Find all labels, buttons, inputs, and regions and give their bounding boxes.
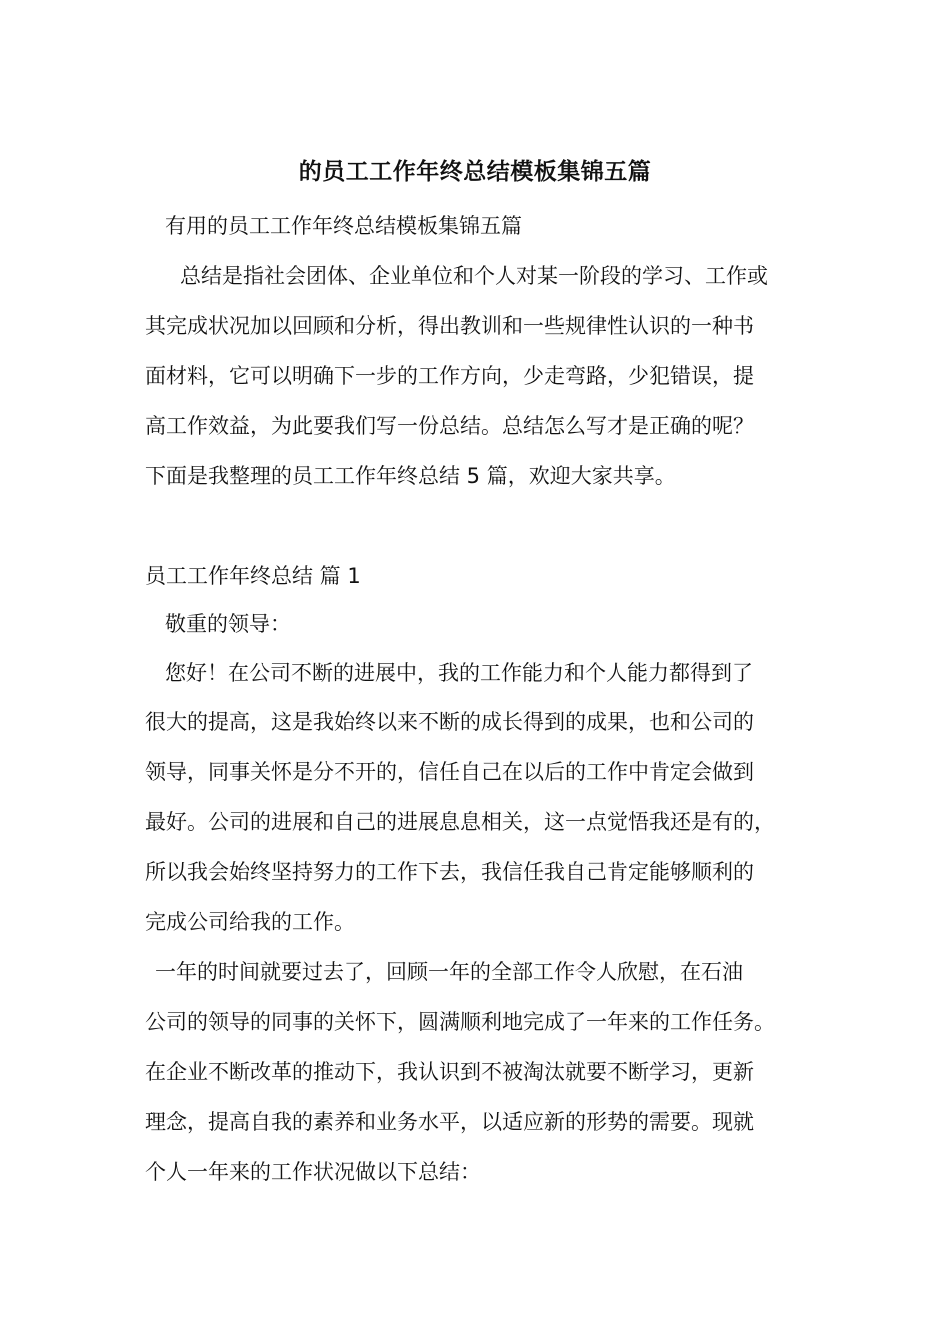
paragraph-line: 在企业不断改革的推动下，我认识到不被淘汰就要不断学习，更新	[145, 1060, 754, 1084]
paragraph-line: 完成公司给我的工作。	[145, 910, 355, 934]
paragraph-line: 所以我会始终坚持努力的工作下去，我信任我自己肯定能够顺利的	[145, 860, 754, 884]
paragraph-line: 理念，提高自我的素养和业务水平，以适应新的形势的需要。现就	[145, 1110, 754, 1134]
intro-line: 总结是指社会团体、企业单位和个人对某一阶段的学习、工作或	[180, 264, 768, 288]
salutation: 敬重的领导：	[165, 612, 291, 636]
intro-line: 其完成状况加以回顾和分析，得出教训和一些规律性认识的一种书	[145, 314, 754, 338]
section-heading: 员工工作年终总结 篇 1	[145, 564, 361, 588]
intro-line: 高工作效益，为此要我们写一份总结。总结怎么写才是正确的呢？	[145, 414, 754, 438]
document-subtitle: 有用的员工工作年终总结模板集锦五篇	[165, 214, 522, 238]
paragraph-line: 最好。公司的进展和自己的进展息息相关，这一点觉悟我还是有的，	[145, 810, 775, 834]
document-title: 的员工工作年终总结模板集锦五篇	[298, 159, 652, 185]
intro-line: 面材料，它可以明确下一步的工作方向，少走弯路，少犯错误，提	[145, 364, 754, 388]
paragraph-line: 一年的时间就要过去了，回顾一年的全部工作令人欣慰，在石油	[155, 960, 743, 984]
paragraph-line: 很大的提高，这是我始终以来不断的成长得到的成果，也和公司的	[145, 710, 754, 734]
paragraph-line: 您好！在公司不断的进展中，我的工作能力和个人能力都得到了	[165, 661, 753, 685]
paragraph-line: 公司的领导的同事的关怀下，圆满顺利地完成了一年来的工作任务。	[145, 1010, 775, 1034]
intro-line: 下面是我整理的员工工作年终总结 5 篇，欢迎大家共享。	[145, 464, 676, 488]
paragraph-line: 个人一年来的工作状况做以下总结：	[145, 1160, 481, 1184]
paragraph-line: 领导，同事关怀是分不开的，信任自己在以后的工作中肯定会做到	[145, 760, 754, 784]
